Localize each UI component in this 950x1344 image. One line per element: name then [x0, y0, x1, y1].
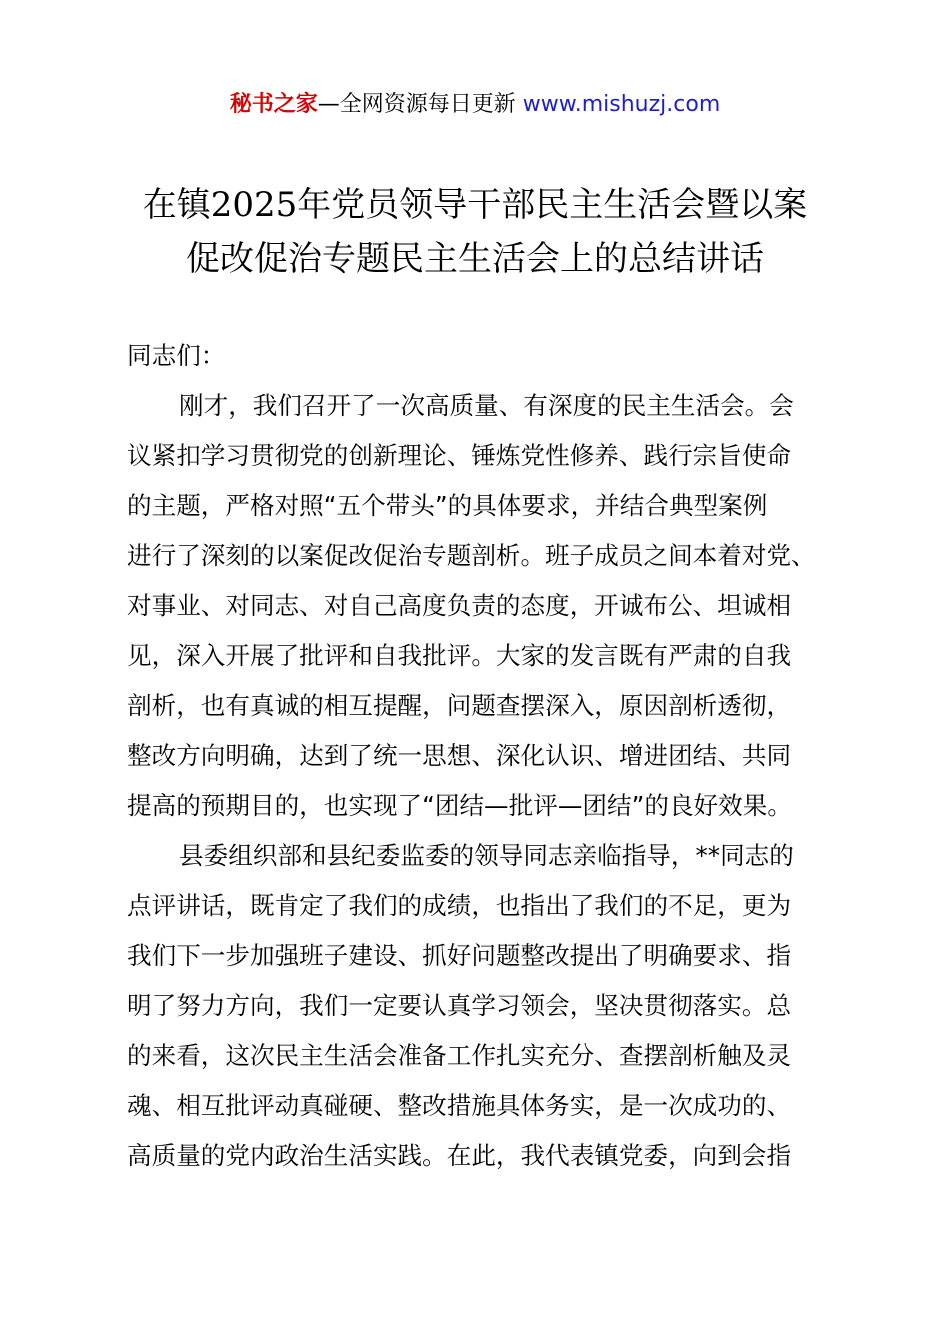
paragraph-line: 进行了深刻的以案促改促治专题剖析。班子成员之间本着对党、 [127, 541, 816, 570]
paragraph-line: 县委组织部和县纪委监委的领导同志亲临指导，**同志的 [179, 841, 794, 870]
header-tagline: —全网资源每日更新 [317, 92, 523, 117]
paragraph-line: 魂、相互批评动真碰硬、整改措施具体务实，是一次成功的、 [127, 1091, 792, 1120]
paragraph-line: 提高的预期目的，也实现了“团结—批评—团结”的良好效果。 [127, 791, 792, 820]
paragraph-line: 的来看，这次民主生活会准备工作扎实充分、查摆剖析触及灵 [127, 1041, 792, 1070]
paragraph-line: 议紧扣学习贯彻党的创新理论、锤炼党性修养、践行宗旨使命 [127, 441, 792, 470]
paragraph-line: 对事业、对同志、对自己高度负责的态度，开诚布公、坦诚相 [127, 591, 792, 620]
document-title [60, 178, 890, 286]
paragraph-line: 见，深入开展了批评和自我批评。大家的发言既有严肃的自我 [127, 641, 792, 670]
paragraph-line: 整改方向明确，达到了统一思想、深化认识、增进团结、共同 [127, 741, 792, 770]
paragraph-line: 剖析，也有真诚的相互提醒，问题查摆深入，原因剖析透彻， [127, 691, 792, 720]
title-line-1: 在镇2025年党员领导干部民主生活会暨以案 [142, 185, 808, 225]
paragraph-line: 点评讲话，既肯定了我们的成绩，也指出了我们的不足，更为 [127, 891, 792, 920]
paragraph-line: 明了努力方向，我们一定要认真学习领会，坚决贯彻落实。总 [127, 991, 792, 1020]
brand-name: 秘书之家 [229, 92, 318, 117]
site-header [0, 88, 950, 122]
site-url-link[interactable]: www.mishuzj.com [522, 92, 721, 117]
paragraph-1 [127, 381, 833, 831]
paragraph-line: 我们下一步加强班子建设、抓好问题整改提出了明确要求、指 [127, 941, 792, 970]
title-line-2: 促改促治专题民主生活会上的总结讲话 [186, 239, 764, 279]
paragraph-line: 刚才，我们召开了一次高质量、有深度的民主生活会。会 [179, 391, 794, 420]
paragraph-line: 高质量的党内政治生活实践。在此，我代表镇党委，向到会指 [127, 1141, 792, 1170]
salutation: 同志们： [127, 341, 226, 370]
document-body [127, 331, 833, 1181]
paragraph-2 [127, 831, 833, 1181]
paragraph-line: 的主题，严格对照“五个带头”的具体要求，并结合典型案例 [127, 491, 768, 520]
